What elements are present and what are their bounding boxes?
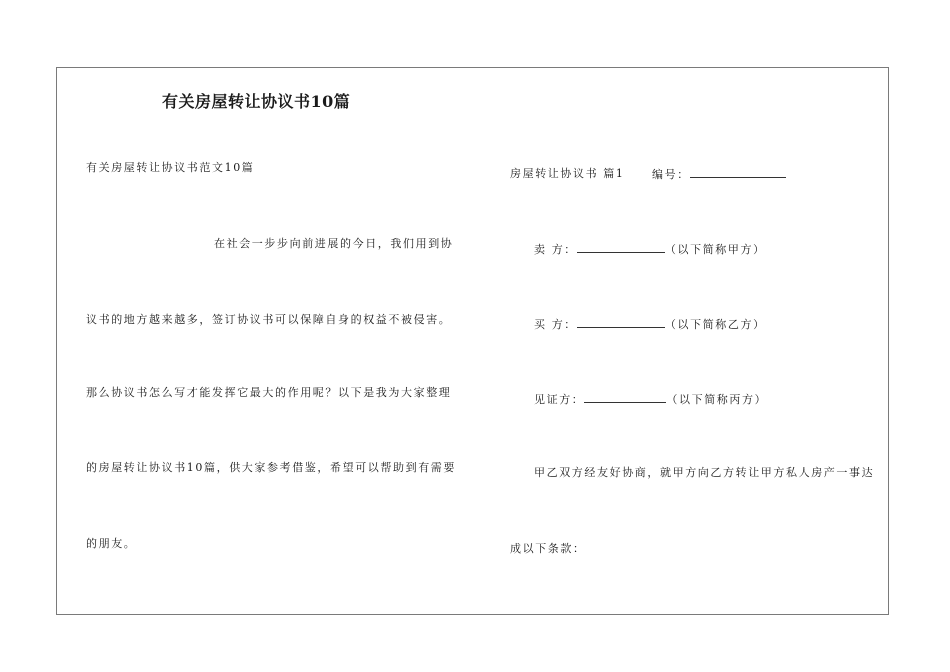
intro-line-2: 议书的地方越来越多，签订协议书可以保障自身的权益不被侵害。 bbox=[86, 313, 452, 326]
seller-note: （以下简称甲方） bbox=[664, 243, 766, 256]
seller-label: 卖 方： bbox=[534, 243, 577, 256]
intro-line-1: 在社会一步步向前进展的今日，我们用到协 bbox=[214, 237, 454, 250]
number-field bbox=[652, 167, 786, 182]
buyer-blank bbox=[577, 317, 665, 328]
agreement-line-2: 成以下条款： bbox=[510, 542, 586, 555]
agreement-line-1: 甲乙双方经友好协商，就甲方向乙方转让甲方私人房产一事达 bbox=[534, 466, 875, 479]
witness-label: 见证方： bbox=[534, 393, 585, 406]
seller-row bbox=[534, 242, 766, 257]
seller-blank bbox=[577, 242, 665, 253]
intro-line-3: 那么协议书怎么写才能发挥它最大的作用呢？以下是我为大家整理 bbox=[86, 386, 452, 399]
intro-line-4: 的房屋转让协议书10篇，供大家参考借鉴，希望可以帮助到有需要 bbox=[86, 461, 456, 474]
buyer-row bbox=[534, 317, 766, 332]
page-frame bbox=[56, 67, 889, 615]
buyer-note: （以下简称乙方） bbox=[664, 318, 766, 331]
document-title: 有关房屋转让协议书10篇 bbox=[162, 92, 351, 111]
number-label: 编号： bbox=[652, 168, 690, 181]
right-heading: 房屋转让协议书 篇1 bbox=[510, 167, 625, 180]
witness-note: （以下简称丙方） bbox=[666, 393, 768, 406]
witness-blank bbox=[584, 392, 666, 403]
intro-line-5: 的朋友。 bbox=[86, 537, 137, 550]
number-blank bbox=[690, 167, 786, 178]
left-heading: 有关房屋转让协议书范文10篇 bbox=[86, 161, 255, 174]
witness-row bbox=[534, 392, 767, 407]
buyer-label: 买 方： bbox=[534, 318, 577, 331]
